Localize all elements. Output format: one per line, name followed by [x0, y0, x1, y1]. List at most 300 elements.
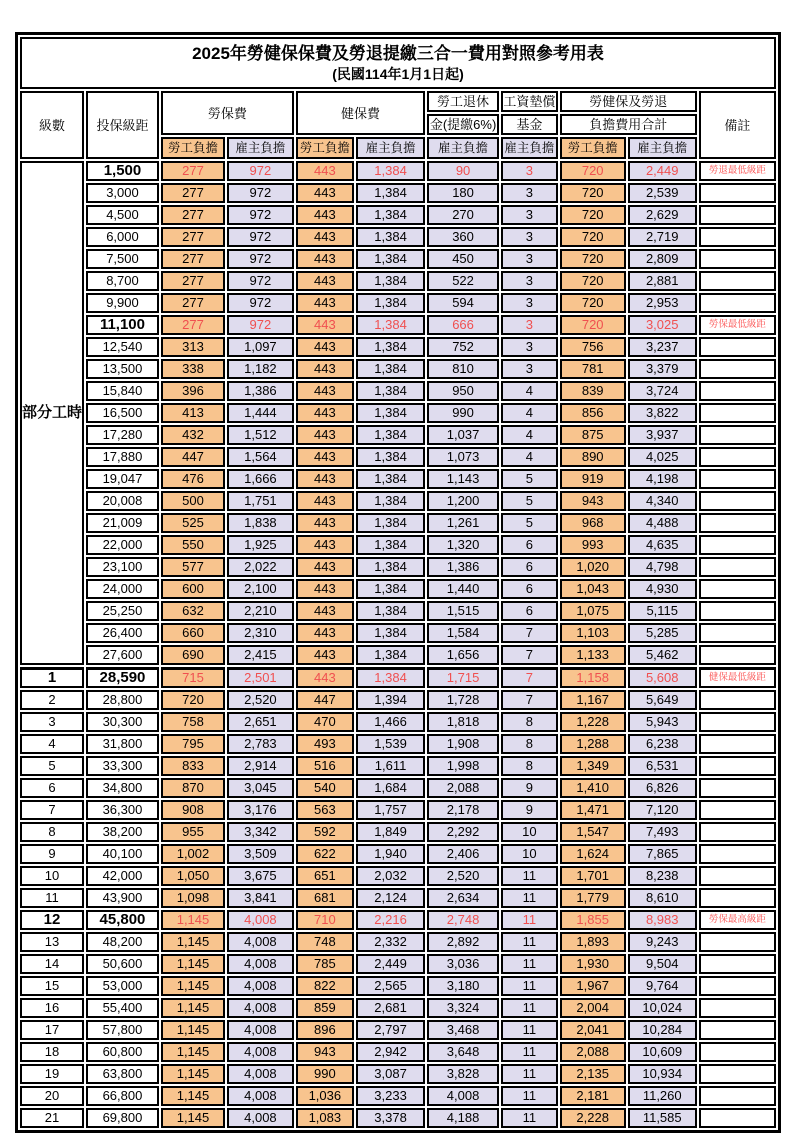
- fee-cell: 525: [161, 513, 225, 533]
- fee-cell: 8,238: [628, 866, 697, 886]
- bracket-cell: 28,590: [86, 667, 159, 688]
- fee-cell: 592: [296, 822, 354, 842]
- fee-cell: 540: [296, 778, 354, 798]
- bracket-cell: 3,000: [86, 183, 159, 203]
- fee-cell: 443: [296, 645, 354, 665]
- table-row: [20, 557, 776, 577]
- fee-cell: 1,288: [560, 734, 626, 754]
- level-cell: 18: [20, 1042, 84, 1062]
- fee-cell: 6: [501, 557, 558, 577]
- fee-cell: 3: [501, 337, 558, 357]
- table-row: [20, 425, 776, 445]
- table-row: [20, 1086, 776, 1106]
- fee-cell: 1,384: [356, 359, 425, 379]
- fee-cell: 443: [296, 227, 354, 247]
- fee-cell: 1,384: [356, 403, 425, 423]
- remark-cell: [699, 800, 776, 820]
- fee-cell: 11,585: [628, 1108, 697, 1128]
- fee-cell: 277: [161, 227, 225, 247]
- fee-cell: 3: [501, 271, 558, 291]
- fee-cell: 11: [501, 1086, 558, 1106]
- fee-cell: 11: [501, 1064, 558, 1084]
- fee-cell: 443: [296, 249, 354, 269]
- col-subheader-employer: 雇主負擔: [427, 137, 499, 159]
- fee-cell: 443: [296, 579, 354, 599]
- fee-cell: 3,180: [427, 976, 499, 996]
- title-cell: [20, 37, 776, 89]
- fee-cell: 2,892: [427, 932, 499, 952]
- fee-cell: 3,087: [356, 1064, 425, 1084]
- remark-cell: [699, 888, 776, 908]
- fee-cell: 11,260: [628, 1086, 697, 1106]
- fee-cell: 550: [161, 535, 225, 555]
- fee-cell: 443: [296, 469, 354, 489]
- table-row: [20, 690, 776, 710]
- fee-cell: 600: [161, 579, 225, 599]
- fee-cell: 2,634: [427, 888, 499, 908]
- fee-cell: 1,386: [227, 381, 294, 401]
- fee-cell: 3: [501, 249, 558, 269]
- fee-cell: 7,493: [628, 822, 697, 842]
- table-row: [20, 359, 776, 379]
- fee-cell: 1,444: [227, 403, 294, 423]
- bracket-cell: 66,800: [86, 1086, 159, 1106]
- fee-cell: 1,849: [356, 822, 425, 842]
- table-row: [20, 535, 776, 555]
- table-row: [20, 513, 776, 533]
- fee-cell: 1,386: [427, 557, 499, 577]
- fee-cell: 622: [296, 844, 354, 864]
- remark-cell: [699, 822, 776, 842]
- level-cell: 7: [20, 800, 84, 820]
- page-subtitle: (民國114年1月1日起): [332, 65, 464, 82]
- fee-cell: 443: [296, 623, 354, 643]
- fee-cell: 1,384: [356, 601, 425, 621]
- fee-cell: 4,008: [227, 910, 294, 930]
- fee-cell: 2,953: [628, 293, 697, 313]
- fee-cell: 443: [296, 161, 354, 181]
- fee-cell: 4,008: [227, 998, 294, 1018]
- fee-cell: 1,539: [356, 734, 425, 754]
- fee-cell: 11: [501, 1042, 558, 1062]
- fee-cell: 277: [161, 205, 225, 225]
- remark-cell: [699, 491, 776, 511]
- fee-cell: 2,135: [560, 1064, 626, 1084]
- fee-cell: 277: [161, 271, 225, 291]
- fee-cell: 2,520: [427, 866, 499, 886]
- fee-cell: 1,228: [560, 712, 626, 732]
- fee-cell: 7,120: [628, 800, 697, 820]
- table-row: [20, 734, 776, 754]
- level-cell: 12: [20, 910, 84, 930]
- fee-cell: 1,145: [161, 932, 225, 952]
- fee-cell: 1,384: [356, 645, 425, 665]
- fee-cell: 1,145: [161, 910, 225, 930]
- fee-cell: 1,349: [560, 756, 626, 776]
- fee-cell: 4,930: [628, 579, 697, 599]
- level-cell: 9: [20, 844, 84, 864]
- fee-cell: 10,024: [628, 998, 697, 1018]
- fee-cell: 4,008: [227, 1108, 294, 1128]
- remark-cell: [699, 866, 776, 886]
- fee-cell: 1,103: [560, 623, 626, 643]
- fee-cell: 432: [161, 425, 225, 445]
- table-row: [20, 337, 776, 357]
- fee-cell: 2,783: [227, 734, 294, 754]
- fee-cell: 3: [501, 205, 558, 225]
- col-header-pension-line1: 勞工退休: [427, 91, 499, 112]
- bracket-cell: 43,900: [86, 888, 159, 908]
- fee-cell: 11: [501, 866, 558, 886]
- fee-cell: 1,779: [560, 888, 626, 908]
- bracket-cell: 15,840: [86, 381, 159, 401]
- fee-cell: 277: [161, 293, 225, 313]
- fee-cell: 1,471: [560, 800, 626, 820]
- fee-cell: 3,342: [227, 822, 294, 842]
- fee-cell: 270: [427, 205, 499, 225]
- table-row: [20, 271, 776, 291]
- table-row: [20, 227, 776, 247]
- fee-cell: 968: [560, 513, 626, 533]
- table-row: [20, 844, 776, 864]
- fee-cell: 9,504: [628, 954, 697, 974]
- fee-cell: 1,145: [161, 1042, 225, 1062]
- fee-cell: 1,410: [560, 778, 626, 798]
- fee-cell: 2,651: [227, 712, 294, 732]
- level-cell: 17: [20, 1020, 84, 1040]
- fee-cell: 651: [296, 866, 354, 886]
- remark-cell: [699, 227, 776, 247]
- fee-cell: 2,210: [227, 601, 294, 621]
- remark-cell: [699, 756, 776, 776]
- fee-cell: 810: [427, 359, 499, 379]
- level-cell: 6: [20, 778, 84, 798]
- fee-cell: 6: [501, 601, 558, 621]
- fee-cell: 632: [161, 601, 225, 621]
- fee-cell: 720: [161, 690, 225, 710]
- col-header-wage-fund-line1: 工資墊償: [501, 91, 558, 112]
- fee-cell: 1,908: [427, 734, 499, 754]
- fee-cell: 1,564: [227, 447, 294, 467]
- fee-cell: 516: [296, 756, 354, 776]
- fee-cell: 5: [501, 513, 558, 533]
- remark-cell: [699, 425, 776, 445]
- fee-cell: 470: [296, 712, 354, 732]
- fee-cell: 4,008: [227, 1042, 294, 1062]
- fee-cell: 1,384: [356, 205, 425, 225]
- fee-cell: 2,501: [227, 667, 294, 688]
- fee-cell: 2,942: [356, 1042, 425, 1062]
- remark-cell: [699, 844, 776, 864]
- fee-cell: 180: [427, 183, 499, 203]
- table-row: [20, 1108, 776, 1128]
- col-header-total-line1: 勞健保及勞退: [560, 91, 697, 112]
- fee-cell: 990: [427, 403, 499, 423]
- fee-cell: 8: [501, 734, 558, 754]
- fee-cell: 943: [296, 1042, 354, 1062]
- fee-cell: 3,045: [227, 778, 294, 798]
- col-subheader-employer: 雇主負擔: [628, 137, 697, 159]
- fee-cell: 756: [560, 337, 626, 357]
- fee-cell: 396: [161, 381, 225, 401]
- fee-cell: 1,145: [161, 1064, 225, 1084]
- fee-cell: 277: [161, 161, 225, 181]
- fee-cell: 4,008: [227, 932, 294, 952]
- fee-cell: 1,384: [356, 579, 425, 599]
- fee-cell: 710: [296, 910, 354, 930]
- fee-cell: 2,681: [356, 998, 425, 1018]
- fee-cell: 4,488: [628, 513, 697, 533]
- table-row: [20, 888, 776, 908]
- fee-cell: 2,539: [628, 183, 697, 203]
- fee-cell: 4,798: [628, 557, 697, 577]
- fee-cell: 919: [560, 469, 626, 489]
- bracket-cell: 9,900: [86, 293, 159, 313]
- bracket-cell: 12,540: [86, 337, 159, 357]
- fee-cell: 950: [427, 381, 499, 401]
- fee-cell: 443: [296, 491, 354, 511]
- fee-cell: 1,083: [296, 1108, 354, 1128]
- fee-cell: 313: [161, 337, 225, 357]
- fee-cell: 1,384: [356, 447, 425, 467]
- fee-cell: 720: [560, 183, 626, 203]
- fee-cell: 1,145: [161, 1108, 225, 1128]
- fee-cell: 2,881: [628, 271, 697, 291]
- fee-cell: 2,216: [356, 910, 425, 930]
- fee-cell: 1,515: [427, 601, 499, 621]
- level-cell: 3: [20, 712, 84, 732]
- fee-cell: 2,022: [227, 557, 294, 577]
- fee-cell: 2,748: [427, 910, 499, 930]
- fee-cell: 447: [161, 447, 225, 467]
- fee-cell: 720: [560, 271, 626, 291]
- table-row: [20, 712, 776, 732]
- fee-cell: 1,384: [356, 271, 425, 291]
- fee-cell: 11: [501, 976, 558, 996]
- fee-cell: 6: [501, 579, 558, 599]
- bracket-cell: 34,800: [86, 778, 159, 798]
- col-subheader-employee: 勞工負擔: [296, 137, 354, 159]
- fee-cell: 2,228: [560, 1108, 626, 1128]
- fee-reference-table: [15, 32, 781, 1133]
- fee-cell: 2,797: [356, 1020, 425, 1040]
- fee-cell: 1,394: [356, 690, 425, 710]
- fee-cell: 11: [501, 1020, 558, 1040]
- table-row: [20, 822, 776, 842]
- fee-cell: 758: [161, 712, 225, 732]
- fee-cell: 1,133: [560, 645, 626, 665]
- fee-cell: 493: [296, 734, 354, 754]
- remark-cell: [699, 183, 776, 203]
- bracket-cell: 28,800: [86, 690, 159, 710]
- fee-cell: 2,088: [427, 778, 499, 798]
- fee-cell: 5,285: [628, 623, 697, 643]
- fee-cell: 4: [501, 381, 558, 401]
- level-cell: 1: [20, 667, 84, 688]
- fee-cell: 4,008: [227, 954, 294, 974]
- fee-cell: 2,178: [427, 800, 499, 820]
- remark-cell: [699, 954, 776, 974]
- fee-cell: 90: [427, 161, 499, 181]
- fee-cell: 500: [161, 491, 225, 511]
- level-cell: 16: [20, 998, 84, 1018]
- fee-cell: 1,002: [161, 844, 225, 864]
- fee-cell: 781: [560, 359, 626, 379]
- fee-cell: 660: [161, 623, 225, 643]
- fee-cell: 11: [501, 932, 558, 952]
- fee-cell: 1,145: [161, 1086, 225, 1106]
- level-cell: 20: [20, 1086, 84, 1106]
- fee-cell: 839: [560, 381, 626, 401]
- fee-cell: 4: [501, 447, 558, 467]
- fee-cell: 1,656: [427, 645, 499, 665]
- table-row: [20, 932, 776, 952]
- remark-cell: [699, 645, 776, 665]
- fee-cell: 856: [560, 403, 626, 423]
- remark-cell: [699, 381, 776, 401]
- fee-cell: 6,826: [628, 778, 697, 798]
- fee-cell: 4: [501, 425, 558, 445]
- fee-cell: 1,320: [427, 535, 499, 555]
- fee-cell: 3,237: [628, 337, 697, 357]
- remark-cell: [699, 932, 776, 952]
- fee-cell: 6: [501, 535, 558, 555]
- fee-cell: 720: [560, 249, 626, 269]
- fee-cell: 4,008: [227, 976, 294, 996]
- fee-cell: 1,584: [427, 623, 499, 643]
- fee-cell: 6,238: [628, 734, 697, 754]
- table-row: [20, 403, 776, 423]
- remark-cell: [699, 1042, 776, 1062]
- fee-cell: 1,384: [356, 491, 425, 511]
- fee-cell: 972: [227, 227, 294, 247]
- bracket-cell: 24,000: [86, 579, 159, 599]
- bracket-cell: 55,400: [86, 998, 159, 1018]
- fee-cell: 5,608: [628, 667, 697, 688]
- fee-cell: 577: [161, 557, 225, 577]
- col-subheader-employer: 雇主負擔: [356, 137, 425, 159]
- fee-cell: 955: [161, 822, 225, 842]
- fee-cell: 3,724: [628, 381, 697, 401]
- fee-cell: 2,415: [227, 645, 294, 665]
- fee-cell: 443: [296, 557, 354, 577]
- fee-cell: 720: [560, 293, 626, 313]
- fee-cell: 277: [161, 315, 225, 335]
- fee-cell: 443: [296, 403, 354, 423]
- fee-cell: 1,751: [227, 491, 294, 511]
- fee-cell: 4,198: [628, 469, 697, 489]
- fee-cell: 990: [296, 1064, 354, 1084]
- table-row: [20, 183, 776, 203]
- col-header-labor-insurance: 勞保費: [161, 91, 294, 135]
- fee-cell: 2,719: [628, 227, 697, 247]
- remark-cell: [699, 690, 776, 710]
- bracket-cell: 17,280: [86, 425, 159, 445]
- table-row: [20, 756, 776, 776]
- col-header-level: 級數: [20, 91, 84, 159]
- fee-cell: 2,406: [427, 844, 499, 864]
- fee-cell: 3,468: [427, 1020, 499, 1040]
- table-body: [20, 161, 776, 1128]
- col-header-pension-line2: 金(提繳6%): [427, 114, 499, 135]
- fee-cell: 1,384: [356, 161, 425, 181]
- fee-cell: 3,233: [356, 1086, 425, 1106]
- fee-cell: 1,200: [427, 491, 499, 511]
- fee-cell: 3,378: [356, 1108, 425, 1128]
- bracket-cell: 23,100: [86, 557, 159, 577]
- fee-cell: 2,100: [227, 579, 294, 599]
- fee-cell: 11: [501, 998, 558, 1018]
- bracket-cell: 69,800: [86, 1108, 159, 1128]
- fee-cell: 4,008: [227, 1086, 294, 1106]
- fee-cell: 2,124: [356, 888, 425, 908]
- fee-cell: 890: [560, 447, 626, 467]
- table-row: [20, 293, 776, 313]
- fee-cell: 7: [501, 623, 558, 643]
- fee-cell: 1,838: [227, 513, 294, 533]
- fee-cell: 443: [296, 315, 354, 335]
- fee-cell: 4,008: [227, 1020, 294, 1040]
- fee-cell: 10: [501, 844, 558, 864]
- fee-cell: 1,384: [356, 469, 425, 489]
- fee-cell: 11: [501, 1108, 558, 1128]
- fee-cell: 1,145: [161, 1020, 225, 1040]
- fee-cell: 7: [501, 667, 558, 688]
- bracket-cell: 50,600: [86, 954, 159, 974]
- fee-cell: 3,036: [427, 954, 499, 974]
- fee-cell: 2,088: [560, 1042, 626, 1062]
- fee-cell: 1,757: [356, 800, 425, 820]
- fee-cell: 1,145: [161, 998, 225, 1018]
- fee-cell: 3,937: [628, 425, 697, 445]
- fee-cell: 720: [560, 227, 626, 247]
- col-header-total-line2: 負擔費用合計: [560, 114, 697, 135]
- fee-cell: 1,384: [356, 337, 425, 357]
- fee-cell: 2,310: [227, 623, 294, 643]
- fee-cell: 3: [501, 359, 558, 379]
- level-cell: 13: [20, 932, 84, 952]
- fee-cell: 443: [296, 293, 354, 313]
- fee-cell: 785: [296, 954, 354, 974]
- fee-cell: 1,145: [161, 976, 225, 996]
- bracket-cell: 1,500: [86, 161, 159, 181]
- fee-cell: 972: [227, 205, 294, 225]
- fee-cell: 443: [296, 513, 354, 533]
- remark-cell: 勞退最低級距: [699, 161, 776, 181]
- fee-cell: 1,384: [356, 667, 425, 688]
- fee-cell: 1,998: [427, 756, 499, 776]
- fee-cell: 1,547: [560, 822, 626, 842]
- fee-cell: 2,032: [356, 866, 425, 886]
- fee-cell: 681: [296, 888, 354, 908]
- fee-cell: 522: [427, 271, 499, 291]
- fee-cell: 2,520: [227, 690, 294, 710]
- fee-cell: 9: [501, 800, 558, 820]
- level-cell: 10: [20, 866, 84, 886]
- fee-cell: 1,036: [296, 1086, 354, 1106]
- fee-cell: 413: [161, 403, 225, 423]
- bracket-cell: 27,600: [86, 645, 159, 665]
- table-row: [20, 667, 776, 688]
- fee-cell: 748: [296, 932, 354, 952]
- table-row: [20, 381, 776, 401]
- fee-cell: 1,384: [356, 381, 425, 401]
- table-row: [20, 645, 776, 665]
- fee-cell: 2,809: [628, 249, 697, 269]
- fee-cell: 795: [161, 734, 225, 754]
- fee-cell: 443: [296, 205, 354, 225]
- fee-cell: 3,828: [427, 1064, 499, 1084]
